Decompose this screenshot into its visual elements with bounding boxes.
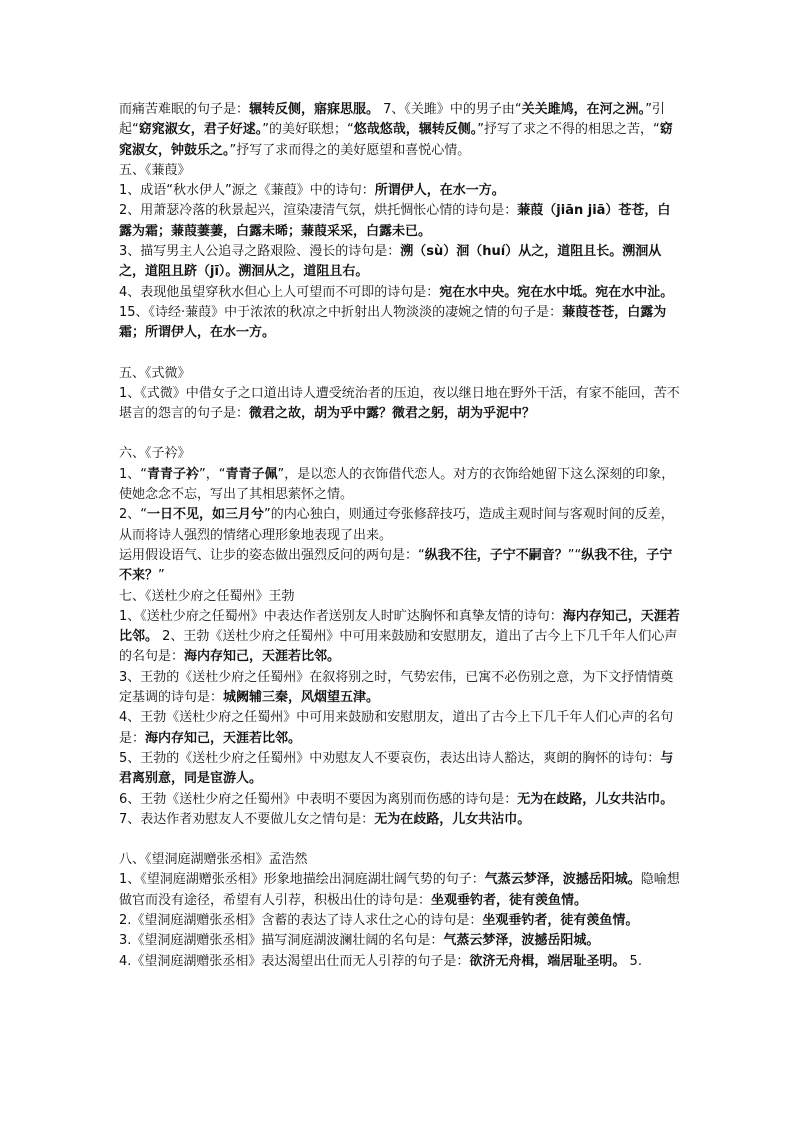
text-run: ”，“	[199, 466, 226, 482]
bold-quote: 海内存知己，天涯若比邻。	[119, 608, 680, 645]
paragraph-gap	[119, 344, 681, 364]
paragraph-gap	[119, 424, 681, 444]
text-run: ”抒写了求之不得的相思之苦，“	[477, 122, 660, 138]
paragraph	[119, 870, 681, 911]
bold-quote: 窈窕淑女，君子好逑。	[138, 122, 263, 138]
text-run: 3、描写男主人公追寻之路艰险、漫长的诗句是：	[119, 244, 401, 260]
paragraph	[119, 708, 681, 749]
document-page	[119, 100, 681, 972]
text-run: 7、《关雎》中的男子由“	[379, 102, 522, 117]
text-run: 4、王勃《送杜少府之任蜀州》中可用来鼓励和安慰朋友，道出了古今上下几千年人们心声的名句是：	[119, 710, 674, 746]
paragraph	[119, 465, 681, 506]
text-run: ”抒写了求而得之的美好愿望和喜悦心情。	[229, 142, 471, 158]
bold-quote: 无为在歧路，儿女共沾巾。	[517, 791, 674, 807]
text-run: 六、《子衿》	[119, 446, 191, 462]
bold-quote: 海内存知己，天涯若比邻。	[145, 730, 302, 746]
text-run: 五、《式微》	[119, 365, 191, 381]
text-run: 15、《诗经·蒹葭》中于浓浓的秋凉之中折射出人物淡淡的凄婉之情的句子是：	[119, 304, 563, 320]
bold-quote: 青青子衿	[147, 466, 200, 482]
text-run: 3、王勃的《送杜少府之任蜀州》在叙将别之时，气势宏伟，已寓不必伤别之意，为下文抒情情奠定基调的诗句是：	[119, 669, 674, 706]
text-run: 2、王勃《送杜少府之任蜀州》中可用来鼓励和安慰朋友，道出了古今上下几千年人们心声的名句是：	[119, 629, 678, 665]
bold-quote: 窈窕淑女，钟鼓乐之。	[119, 122, 673, 158]
text-run: 1、《望洞庭湖赠张丞相》形象地描绘出洞庭湖壮阔气势的句子：	[119, 872, 485, 888]
bold-quote: 辗转反侧，寤寐思服。	[249, 102, 380, 117]
bold-quote: 悠哉悠哉，辗转反侧。	[353, 122, 478, 138]
text-run: 运用假设语气、让步的姿态做出强烈反问的两句是：“	[119, 547, 425, 563]
bold-quote: 宛在水中央。宛在水中坻。宛在水中沚。	[439, 284, 674, 300]
paragraph	[119, 181, 681, 201]
text-run: 3.《望洞庭湖赠张丞相》描写洞庭湖波澜壮阔的名句是：	[119, 933, 444, 949]
paragraph	[119, 201, 681, 242]
bold-quote: 海内存知己，天涯若比邻。	[184, 649, 341, 665]
text-run: 而痛苦难眠的句子是：	[119, 102, 250, 117]
text-run: 2.《望洞庭湖赠张丞相》含蓄的表达了诗人求仕之心的诗句是：	[119, 912, 483, 928]
paragraph-gap	[119, 830, 681, 850]
text-run: ”“	[567, 547, 582, 563]
text-run: 七、《送杜少府之任蜀州》王勃	[119, 588, 295, 604]
bold-quote: 关关雎鸠，在河之洲。	[521, 102, 646, 117]
bold-quote: 青青子佩	[225, 466, 278, 482]
text-run: 4.《望洞庭湖赠张丞相》表达渴望出仕而无人引荐的句子是：	[119, 953, 470, 969]
text-run: ”，是以恋人的衣饰借代恋人。对方的衣饰给她留下这么深刻的印象，使她念念不忘，写出了其相思萦怀之情。	[119, 466, 675, 503]
bold-quote: 与君离别意，同是宦游人。	[119, 750, 674, 787]
paragraph	[119, 505, 681, 546]
paragraph	[119, 546, 681, 587]
paragraph	[119, 607, 681, 668]
bold-quote: 坐观垂钓者，徒有羡鱼情。	[482, 912, 639, 928]
paragraph	[119, 931, 681, 951]
bold-quote: 气蒸云梦泽，波撼岳阳城。	[484, 872, 641, 888]
text-run: 6、王勃《送杜少府之任蜀州》中表明不要因为离别而伤感的诗句是：	[119, 791, 518, 807]
bold-quote: 无为在歧路，儿女共沾巾。	[374, 811, 531, 827]
text-run: 八、《望洞庭湖赠张丞相》孟浩然	[119, 852, 308, 868]
paragraph	[119, 384, 681, 425]
bold-quote: 微君之故，胡为乎中露？微君之躬，胡为乎泥中？	[249, 406, 536, 422]
text-run: 五、《蒹葭》	[119, 162, 191, 178]
bold-quote: 蒹葭苍苍，白露为霜；所谓伊人，在水一方。	[119, 304, 667, 341]
text-run: 4、表现他虽望穿秋水但心上人可望而不可即的诗句是：	[119, 284, 440, 300]
paragraph	[119, 100, 681, 161]
text-run: 7、表达作者劝慰友人不要做儿女之情句是：	[119, 811, 375, 827]
paragraph	[119, 911, 681, 931]
text-run: 2、用萧瑟冷落的秋景起兴，渲染凄清气氛，烘托惆怅心情的诗句是：	[119, 203, 518, 219]
bold-quote: 蒹葭（jiān jiā）苍苍，白露为霜；蒹葭萋萋，白露未晞；蒹葭采采，白露未已。	[119, 203, 671, 239]
section-heading	[119, 161, 681, 181]
text-run: ”引起“	[119, 102, 665, 138]
bold-quote: 坐观垂钓者，徒有羡鱼情。	[431, 892, 588, 908]
bold-quote: 纵我不往，子宁不来？	[119, 547, 673, 584]
bold-quote: 一日不见，如三月兮	[147, 507, 265, 523]
text-run: 1、《送杜少府之任蜀州》中表达作者送别友人时旷达胸怀和真挚友情的诗句：	[119, 608, 563, 624]
text-run: ”的美好联想；“	[262, 122, 354, 138]
text-run: 5、王勃的《送杜少府之任蜀州》中劝慰友人不要哀伤，表达出诗人豁达，爽朗的胸怀的诗句：	[119, 750, 661, 766]
paragraph	[119, 952, 681, 972]
bold-quote: 所谓伊人，在水一方。	[374, 183, 505, 199]
text-run: 1、“	[119, 466, 148, 482]
text-run: ”的内心独白，则通过夸张修辞技巧，造成主观时间与客观时间的反差，从而将诗人强烈的情绪心理形象地表现了出来。	[119, 507, 674, 543]
bold-quote: 欲济无舟楫，端居耻圣明。	[469, 953, 626, 969]
paragraph	[119, 749, 681, 790]
section-heading	[119, 850, 681, 870]
section-heading	[119, 364, 681, 384]
paragraph	[119, 668, 681, 709]
text-run: 2、“	[119, 507, 148, 523]
text-run: 1、成语“秋水伊人”源之《蒹葭》中的诗句：	[119, 183, 375, 199]
bold-quote: 纵我不往，子宁不嗣音？	[424, 547, 568, 563]
text-run: ”	[158, 568, 165, 584]
section-heading	[119, 587, 681, 607]
bold-quote: 城阙辅三秦，风烟望五津。	[223, 690, 380, 706]
section-heading	[119, 444, 681, 464]
paragraph	[119, 283, 681, 303]
paragraph	[119, 242, 681, 283]
text-run: 1、《式微》中借女子之口道出诗人遭受统治者的压迫，夜以继日地在野外干活，有家不能回，苦不堪言的怨言的句子是：	[119, 385, 680, 422]
bold-quote: 溯（sù）洄（huí）从之，道阻且长。溯洄从之，道阻且跻（jī）。溯洄从之，道阻且右。	[119, 244, 662, 280]
bold-quote: 气蒸云梦泽，波撼岳阳城。	[443, 933, 600, 949]
text-run: 5.	[625, 953, 642, 969]
paragraph	[119, 303, 681, 344]
text-run: 隐喻想做官而没有途径，希望有人引荐，积极出仕的诗句是：	[119, 872, 680, 908]
paragraph	[119, 790, 681, 831]
